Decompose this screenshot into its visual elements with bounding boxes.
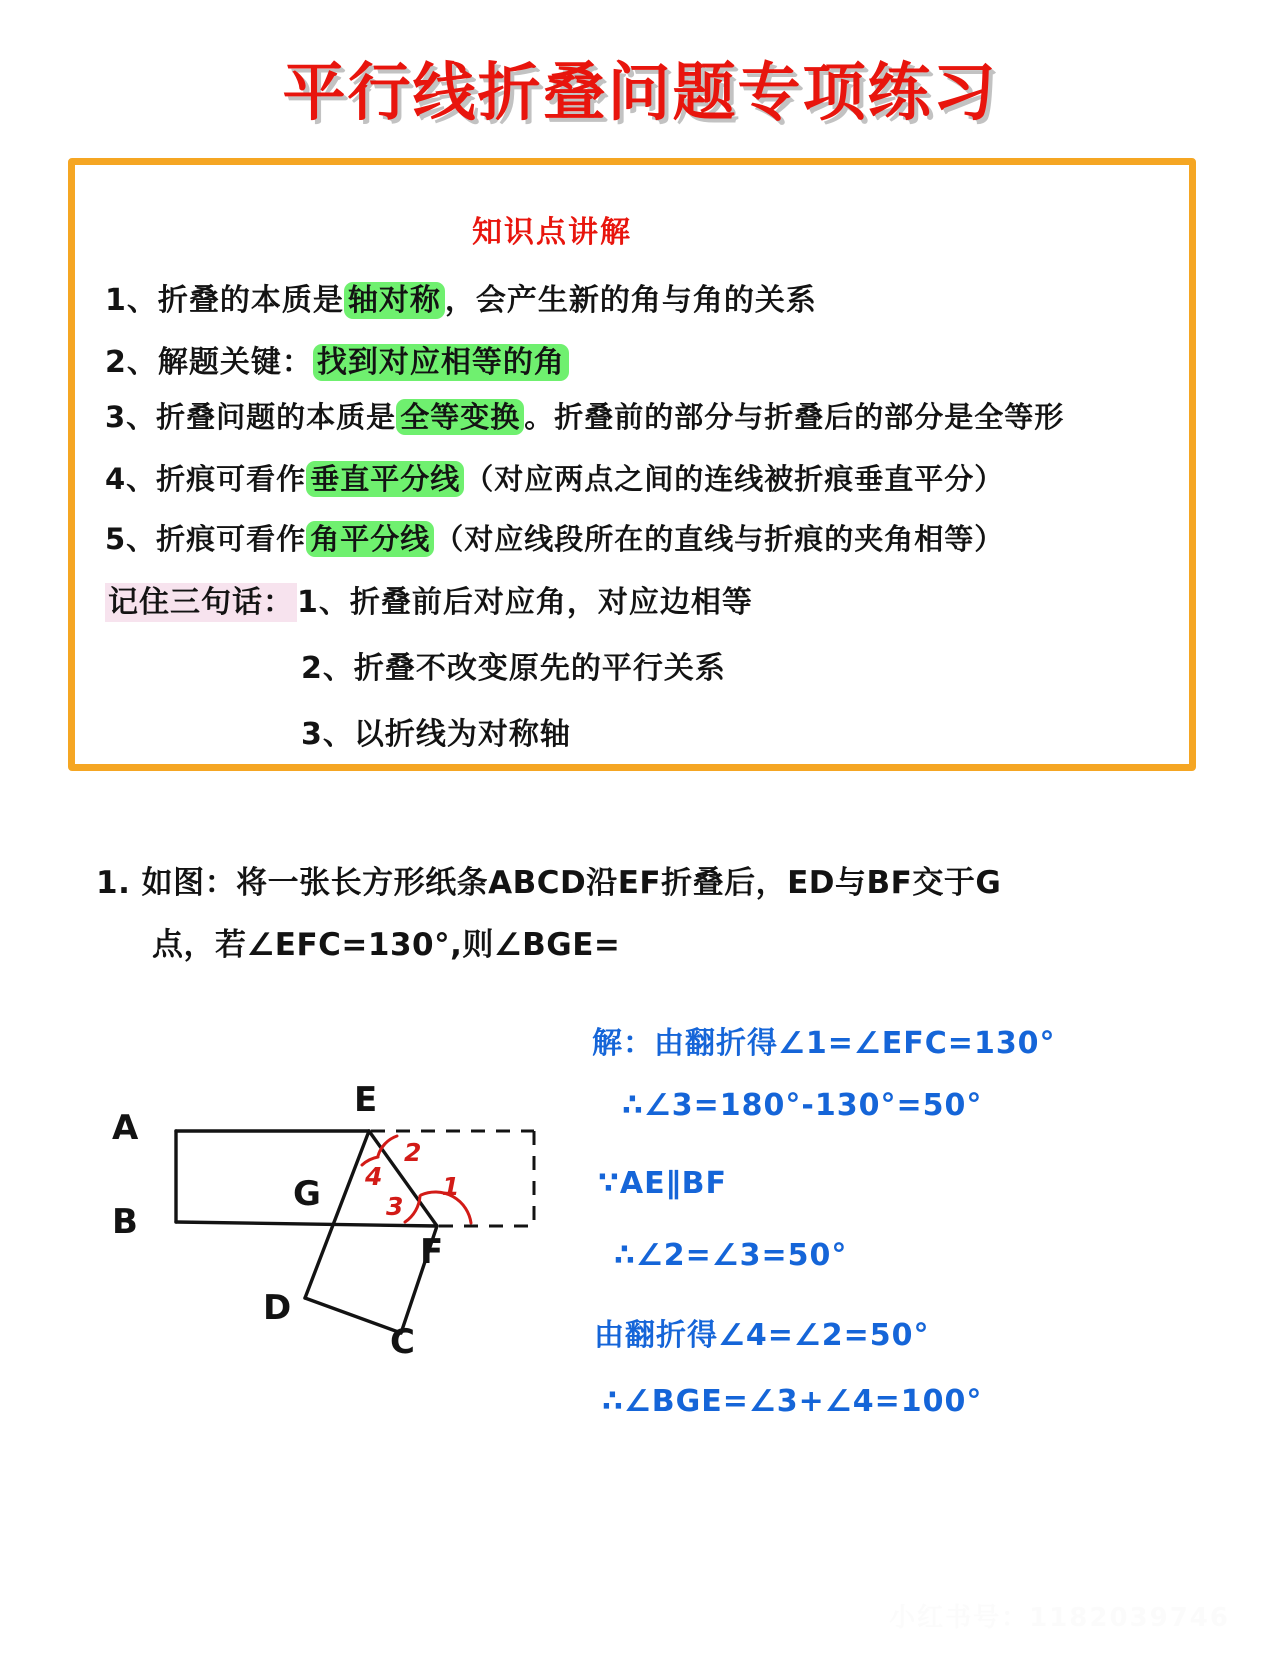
knowledge-point-4 bbox=[105, 457, 1179, 498]
knowledge-box-heading: 知识点讲解 bbox=[472, 215, 632, 250]
knowledge-point-2-highlight: 找到对应相等的角 bbox=[313, 344, 569, 381]
knowledge-point-5 bbox=[105, 517, 1179, 558]
knowledge-point-4-suffix: （对应两点之间的连线被折痕垂直平分） bbox=[464, 462, 1005, 496]
solution-line-2: ∴∠3=180°-130°=50° bbox=[622, 1088, 983, 1123]
knowledge-point-5-prefix: 5、折痕可看作 bbox=[105, 522, 307, 556]
solution-line-5: 由翻折得∠4=∠2=50° bbox=[594, 1318, 930, 1353]
angle-label-1: 1 bbox=[442, 1172, 460, 1201]
knowledge-point-3 bbox=[105, 395, 1179, 436]
problem-line-1: 如图：将一张长方形纸条ABCD沿EF折叠后，ED与BF交于G bbox=[141, 865, 1002, 901]
knowledge-point-3-highlight: 全等变换 bbox=[396, 399, 524, 435]
knowledge-box-inner bbox=[75, 165, 1189, 764]
remember-label: 记住三句话： bbox=[105, 583, 297, 622]
remember-item-1: 1、折叠前后对应角，对应边相等 bbox=[297, 585, 753, 620]
knowledge-point-4-prefix: 4、折痕可看作 bbox=[105, 462, 307, 496]
watermark: 小红书号：1182039746 bbox=[889, 1603, 1230, 1633]
knowledge-point-3-prefix: 3、折叠问题的本质是 bbox=[105, 400, 397, 434]
solution-line-4: ∴∠2=∠3=50° bbox=[614, 1238, 848, 1273]
angle-label-3: 3 bbox=[386, 1192, 404, 1221]
label-D: D bbox=[263, 1288, 292, 1328]
knowledge-point-4-highlight: 垂直平分线 bbox=[306, 461, 464, 497]
knowledge-point-1-suffix: ，会产生新的角与角的关系 bbox=[444, 283, 817, 318]
knowledge-point-3-suffix: 。折叠前的部分与折叠后的部分是全等形 bbox=[524, 400, 1065, 434]
remember-line-3: 3、以折线为对称轴 bbox=[301, 717, 571, 752]
page-title: 平行线折叠问题专项练习 bbox=[282, 56, 998, 129]
label-E: E bbox=[354, 1080, 378, 1120]
label-F: F bbox=[420, 1232, 444, 1272]
knowledge-point-1-prefix: 1、折叠的本质是 bbox=[105, 283, 344, 318]
label-B: B bbox=[112, 1202, 138, 1242]
segment-BF bbox=[176, 1222, 437, 1226]
label-A: A bbox=[112, 1108, 139, 1148]
remember-line-1 bbox=[105, 577, 1179, 621]
knowledge-point-5-suffix: （对应线段所在的直线与折痕的夹角相等） bbox=[434, 522, 1005, 556]
angle-label-2: 2 bbox=[404, 1138, 422, 1167]
knowledge-point-1 bbox=[105, 275, 1179, 319]
remember-line-2: 2、折叠不改变原先的平行关系 bbox=[301, 651, 726, 686]
angle-label-4: 4 bbox=[365, 1162, 383, 1191]
segment-ED bbox=[305, 1131, 369, 1298]
geometry-figure bbox=[90, 1010, 570, 1362]
knowledge-point-2 bbox=[105, 337, 1179, 381]
segment-DC bbox=[305, 1298, 401, 1333]
knowledge-point-2-prefix: 2、解题关键： bbox=[105, 345, 313, 380]
solution-line-6: ∴∠BGE=∠3+∠4=100° bbox=[602, 1384, 983, 1419]
solution-line-3: ∵AE∥BF bbox=[598, 1166, 727, 1201]
solution-line-1: 解：由翻折得∠1=∠EFC=130° bbox=[592, 1026, 1056, 1061]
problem-line-2: 点，若∠EFC=130°,则∠BGE= bbox=[152, 927, 621, 963]
problem-statement bbox=[96, 852, 1096, 976]
knowledge-box bbox=[68, 158, 1196, 771]
knowledge-point-1-highlight: 轴对称 bbox=[344, 282, 445, 319]
label-G: G bbox=[293, 1174, 321, 1214]
problem-number: 1. bbox=[96, 865, 131, 901]
label-C: C bbox=[390, 1322, 415, 1362]
geometry-figure-svg bbox=[90, 1010, 570, 1350]
knowledge-point-5-highlight: 角平分线 bbox=[306, 521, 434, 557]
